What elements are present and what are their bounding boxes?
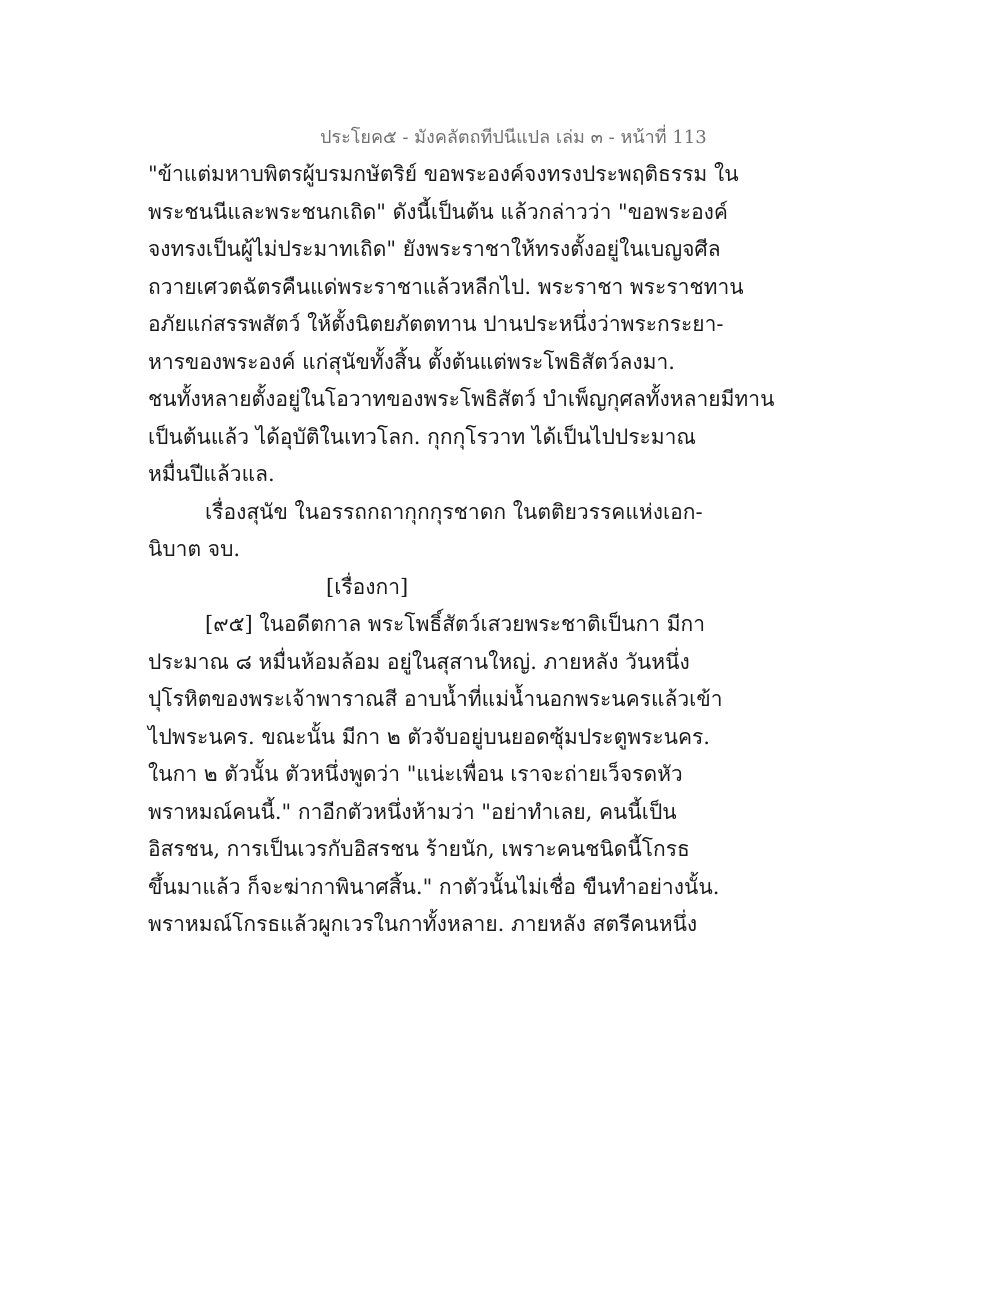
text-line: ไปพระนคร. ขณะนั้น มีกา ๒ ตัวจับอยู่บนยอดซุ้มประตูพระนคร. — [148, 724, 710, 749]
text-line: เป็นต้นแล้ว ได้อุบัติในเทวโลก. กุกกุโรวาท ได้เป็นไปประมาณ — [148, 424, 696, 449]
text-line: อิสรชน, การเป็นเวรกับอิสรชน ร้ายนัก, เพราะคนชนิดนี้โกรธ — [148, 837, 690, 861]
text-line: ปุโรหิตของพระเจ้าพาราณสี อาบน้ำที่แม่น้ำนอกพระนครแล้วเข้า — [148, 687, 723, 711]
text-line: จงทรงเป็นผู้ไม่ประมาทเถิด" ยังพระราชาให้ทรงตั้งอยู่ในเบญจศีล — [148, 237, 721, 261]
text-line: ในกา ๒ ตัวนั้น ตัวหนึ่งพูดว่า "แน่ะเพื่อน เราจะถ่ายเว็จรดหัว — [148, 762, 683, 786]
text-line: อภัยแก่สรรพสัตว์ ให้ตั้งนิตยภัตตทาน ปานประหนึ่งว่าพระกระยา- — [148, 312, 724, 336]
text-line: ขึ้นมาแล้ว ก็จะฆ่ากาพินาศสิ้น." กาตัวนั้นไม่เชื่อ ขืนทำอย่างนั้น. — [148, 874, 720, 899]
text-line-indented: เรื่องสุนัข ในอรรถกถากุกกุรชาดก ในตติยวรรคแห่งเอก- — [205, 499, 703, 524]
text-line: ประมาณ ๘ หมื่นห้อมล้อม อยู่ในสุสานใหญ่. ภายหลัง วันหนึ่ง — [148, 649, 690, 674]
text-line: พระชนนีและพระชนกเถิด" ดังนี้เป็นต้น แล้วกล่าวว่า "ขอพระองค์ — [148, 199, 728, 224]
text-line: หมื่นปีแล้วแล. — [148, 462, 275, 486]
section-heading: [เรื่องกา] — [326, 574, 409, 599]
text-line: พราหมณ์โกรธแล้วผูกเวรในกาทั้งหลาย. ภายหลัง สตรีคนหนึ่ง — [148, 912, 698, 936]
text-line: ชนทั้งหลายตั้งอยู่ในโอวาทของพระโพธิสัตว์ บำเพ็ญกุศลทั้งหลายมีทาน — [148, 387, 775, 411]
text-line: หารของพระองค์ แก่สุนัขทั้งสิ้น ตั้งต้นแต่พระโพธิสัตว์ลงมา. — [148, 349, 675, 374]
body-text — [148, 156, 775, 944]
page-header: ประโยค๕ - มังคลัตถทีปนีแปล เล่ม ๓ - หน้าที่ 113 — [320, 127, 707, 148]
text-line: พราหมณ์คนนี้." กาอีกตัวหนึ่งห้ามว่า "อย่าทำเลย, คนนี้เป็น — [148, 799, 677, 824]
text-line: "ข้าแต่มหาบพิตรผู้บรมกษัตริย์ ขอพระองค์จงทรงประพฤติธรรม ใน — [148, 162, 739, 186]
text-line-indented: [๙๕] ในอดีตกาล พระโพธิ์สัตว์เสวยพระชาติเป็นกา มีกา — [205, 612, 706, 636]
text-line: นิบาต จบ. — [148, 537, 241, 561]
text-line: ถวายเศวตฉัตรคืนแด่พระราชาแล้วหลีกไป. พระราชา พระราชทาน — [148, 274, 744, 299]
